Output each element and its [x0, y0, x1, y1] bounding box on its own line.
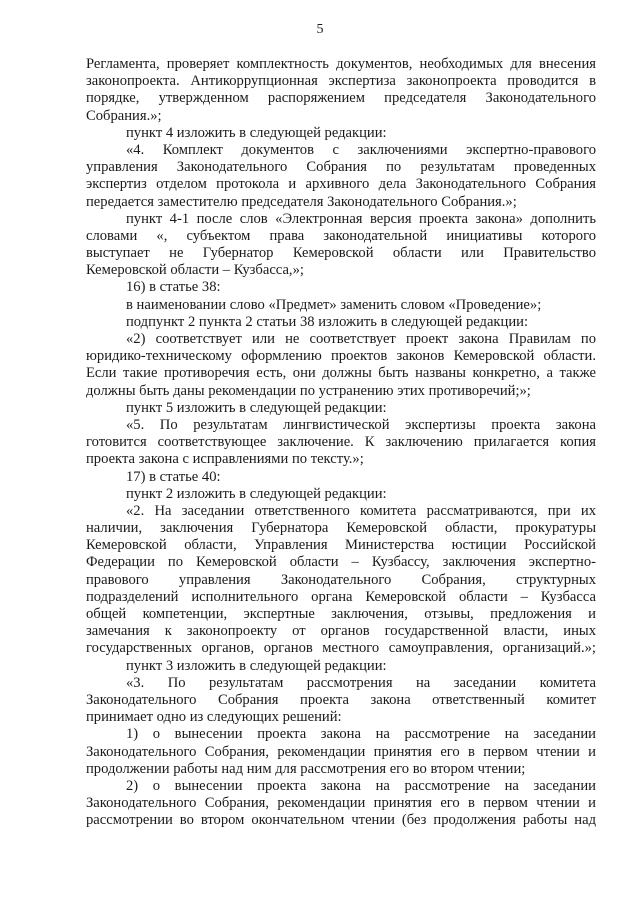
text-line: 16) в статье 38:: [126, 279, 221, 296]
text-line: пункт 5 изложить в следующей редакции:: [126, 399, 387, 416]
text-line: замечания к законопроекту от органов государственной власти, иных: [86, 623, 596, 640]
text-line: Законодательного Собрания, рекомендации принятия его в первом чтении и: [86, 795, 596, 812]
text-line: экспертиз отделом протокола и архивного дела Законодательного Собрания: [86, 176, 596, 193]
text-line: пункт 2 изложить в следующей редакции:: [126, 485, 387, 502]
text-line: подпункт 2 пункта 2 статьи 38 изложить в следующей редакции:: [126, 313, 529, 330]
text-line: принимает одно из следующих решений:: [86, 709, 342, 726]
text-line: словами «, субъектом права законодательной инициативы которого: [86, 227, 596, 244]
text-line: Собрания.»;: [86, 107, 162, 124]
text-line: рассмотрении во втором окончательном чтении (без продолжения работы над: [86, 812, 596, 829]
text-line: Кемеровской области – Кузбасса,»;: [86, 262, 304, 279]
text-line: наличии, заключения Губернатора Кемеровской области, прокуратуры: [86, 520, 596, 537]
text-line: передается заместителю председателя Законодательного Собрания.»;: [86, 193, 517, 210]
text-line: пункт 3 изложить в следующей редакции:: [126, 657, 387, 674]
text-line: Законодательного Собрания проекта закона ответственный комитет: [86, 691, 596, 708]
text-line: Регламента, проверяет комплектность документов, необходимых для внесения: [86, 56, 596, 72]
text-line: 2) о вынесении проекта закона на рассмотрение на заседании: [126, 777, 596, 794]
text-line: «3. По результатам рассмотрения на заседании комитета: [126, 674, 596, 691]
text-line: проекта закона с исправлениями по тексту.»;: [86, 451, 364, 468]
text-line: готовится соответствующее заключение. К заключению прилагается копия: [86, 434, 596, 451]
text-line: «4. Комплект документов с заключениями экспертно-правового: [126, 141, 596, 158]
text-line: «2) соответствует или не соответствует проект закона Правилам по: [126, 331, 596, 347]
text-line: юридико-техническому оформлению проектов законов Кемеровской области.: [86, 348, 596, 365]
text-line: должны быть даны рекомендации по устранению этих противоречий;»;: [86, 382, 531, 399]
text-line: управления Законодательного Собрания по результатам проведенных: [86, 159, 596, 176]
text-line: 1) о вынесении проекта закона на рассмотрение на заседании: [126, 726, 596, 743]
text-line: Федерации по Кемеровской области – Кузбассу, заключения экспертно-: [86, 554, 596, 571]
text-line: в наименовании слово «Предмет» заменить словом «Проведение»;: [126, 296, 542, 313]
text-line: пункт 4 изложить в следующей редакции:: [126, 124, 387, 141]
text-line: пункт 4-1 после слов «Электронная версия проекта закона» дополнить: [126, 210, 596, 227]
text-line: «2. На заседании ответственного комитета рассматриваются, при их: [126, 502, 596, 519]
text-line: подразделений исполнительного органа Кемеровской области – Кузбасса: [86, 588, 596, 605]
text-line: Если такие противоречия есть, они должны быть названы конкретно, а также: [86, 365, 596, 382]
text-line: 17) в статье 40:: [126, 468, 221, 485]
text-line: «5. По результатам лингвистической экспертизы проекта закона: [126, 416, 596, 433]
text-line: Кемеровской области, Управления Министерства юстиции Российской: [86, 537, 596, 554]
text-line: продолжении работы над ним для рассмотрения его во втором чтении;: [86, 760, 526, 777]
document-body: [86, 56, 596, 829]
text-line: Законодательного Собрания, рекомендации принятия его в первом чтении и: [86, 743, 596, 760]
text-line: выступает не Губернатор Кемеровской области или Правительство: [86, 245, 596, 262]
text-line: правового управления Законодательного Собрания, структурных: [86, 571, 596, 588]
text-line: законопроекта. Антикоррупционная экспертиза законопроекта проводится в: [86, 73, 596, 90]
text-line: государственных органов, органов местного самоуправления, организаций.»;: [86, 640, 596, 657]
text-line: общей компетенции, экспертные заключения, отзывы, предложения и: [86, 606, 596, 622]
page-number: 5: [316, 22, 324, 37]
text-line: порядке, утвержденном распоряжением председателя Законодательного: [86, 90, 596, 107]
